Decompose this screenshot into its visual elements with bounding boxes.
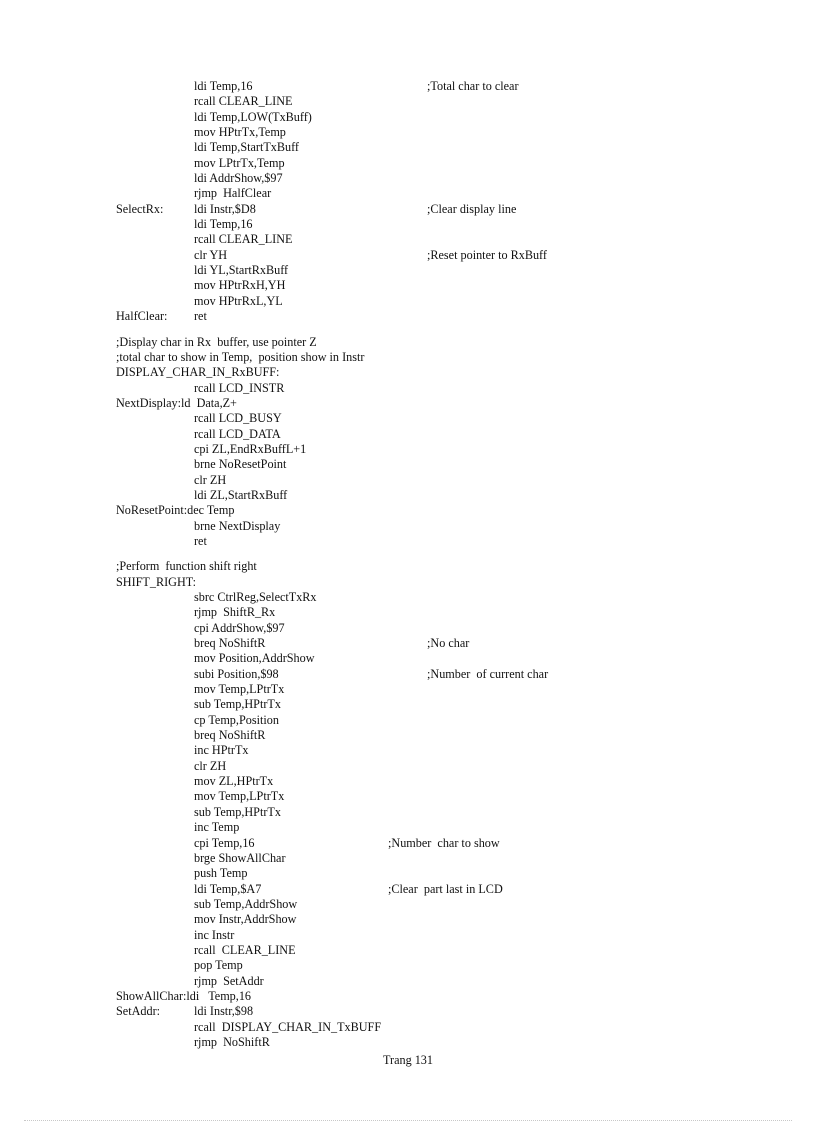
code-instruction: rjmp NoShiftR: [194, 1034, 270, 1049]
code-label: HalfClear:: [116, 309, 168, 324]
code-line: [116, 427, 776, 442]
code-line: [116, 866, 776, 881]
code-text: ;Display char in Rx buffer, use pointer Z: [116, 334, 317, 349]
code-instruction: sbrc CtrlReg,SelectTxRx: [194, 590, 317, 604]
code-instruction: mov Instr,AddrShow: [194, 912, 297, 927]
code-line: [116, 232, 776, 247]
code-line: [116, 488, 776, 503]
code-instruction: mov Temp,LPtrTx: [194, 682, 285, 697]
code-line: [116, 728, 776, 743]
code-instruction: ldi Temp,LOW(TxBuff): [194, 109, 312, 124]
code-line: [116, 396, 776, 411]
code-instruction: ldi Instr,$D8: [194, 201, 256, 216]
code-line: [116, 697, 776, 712]
code-instruction: breq NoShiftR: [194, 636, 266, 651]
code-line: [116, 534, 776, 549]
code-instruction: ldi YL,StartRxBuff: [194, 263, 289, 278]
code-instruction: rcall LCD_INSTR: [194, 380, 285, 395]
code-line: [116, 789, 776, 804]
code-instruction: ldi Temp,$A7: [194, 881, 262, 896]
code-text: NextDisplay:ld Data,Z+: [116, 395, 237, 410]
code-line: [116, 263, 776, 278]
code-instruction: mov ZL,HPtrTx: [194, 774, 274, 789]
code-line: [116, 989, 776, 1004]
code-line: [116, 820, 776, 835]
code-text: ;total char to show in Temp, position show in Instr: [116, 349, 365, 364]
code-line: [116, 836, 776, 851]
page-number: Trang 131: [383, 1053, 433, 1067]
code-instruction: inc Instr: [194, 927, 235, 942]
code-line: [116, 774, 776, 789]
code-line: [116, 851, 776, 866]
code-line: [116, 974, 776, 989]
code-instruction: mov Temp,LPtrTx: [194, 789, 285, 804]
code-instruction: rcall CLEAR_LINE: [194, 232, 293, 247]
code-instruction: inc HPtrTx: [194, 743, 249, 758]
code-instruction: cpi Temp,16: [194, 835, 255, 850]
code-comment: ;Number of current char: [427, 666, 549, 681]
code-instruction: ret: [194, 533, 207, 548]
code-text: ShowAllChar:ldi Temp,16: [116, 988, 252, 1003]
code-text: DISPLAY_CHAR_IN_RxBUFF:: [116, 365, 280, 380]
code-instruction: pop Temp: [194, 958, 243, 973]
code-instruction: mov Position,AddrShow: [194, 651, 315, 666]
code-line: [116, 636, 776, 651]
code-line: [116, 125, 776, 140]
code-line: [116, 217, 776, 232]
code-label: SelectRx:: [116, 201, 164, 216]
code-instruction: rcall LCD_BUSY: [194, 411, 282, 426]
code-line: [116, 156, 776, 171]
code-comment: ;Clear part last in LCD: [388, 881, 503, 896]
code-comment: ;Reset pointer to RxBuff: [427, 247, 547, 262]
code-instruction: mov HPtrRxL,YL: [194, 293, 283, 308]
code-comment: ;No char: [427, 636, 470, 651]
code-instruction: brne NoResetPoint: [194, 457, 287, 472]
code-instruction: ldi Temp,16: [194, 217, 253, 232]
code-line: [116, 473, 776, 488]
code-instruction: rjmp ShiftR_Rx: [194, 605, 276, 620]
code-instruction: ldi Temp,StartTxBuff: [194, 140, 299, 155]
code-instruction: ldi ZL,StartRxBuff: [194, 487, 288, 502]
code-line: [116, 335, 776, 350]
code-instruction: mov HPtrRxH,YH: [194, 278, 286, 293]
code-line: [116, 381, 776, 396]
code-instruction: cpi AddrShow,$97: [194, 620, 285, 635]
code-line: [116, 248, 776, 263]
code-instruction: cp Temp,Position: [194, 712, 279, 727]
code-line: [116, 943, 776, 958]
code-instruction: clr ZH: [194, 758, 227, 773]
code-line: [116, 278, 776, 293]
code-line: [116, 1035, 776, 1050]
code-instruction: ldi Temp,16: [194, 79, 253, 93]
code-text: SHIFT_RIGHT:: [116, 574, 196, 589]
code-line: [116, 171, 776, 186]
code-line: [116, 575, 776, 590]
code-line: [116, 605, 776, 620]
code-instruction: rjmp HalfClear: [194, 186, 272, 201]
code-line: [116, 743, 776, 758]
code-line: [116, 94, 776, 109]
code-comment: ;Total char to clear: [427, 79, 519, 93]
code-line: [116, 110, 776, 125]
code-line: [116, 912, 776, 927]
page-bottom-border: [24, 1120, 792, 1121]
code-line: [116, 682, 776, 697]
code-instruction: rcall CLEAR_LINE: [194, 942, 296, 957]
code-line: [116, 140, 776, 155]
code-instruction: clr ZH: [194, 472, 227, 487]
code-line: [116, 759, 776, 774]
code-comment: ;Clear display line: [427, 201, 517, 216]
code-line: [116, 651, 776, 666]
code-line: [116, 365, 776, 380]
code-line: [116, 590, 776, 605]
code-line: [116, 411, 776, 426]
code-line: [116, 519, 776, 534]
code-line: [116, 294, 776, 309]
code-instruction: rcall CLEAR_LINE: [194, 94, 293, 109]
code-instruction: rcall LCD_DATA: [194, 426, 281, 441]
code-line: [116, 503, 776, 518]
code-line: [116, 186, 776, 201]
code-label: SetAddr:: [116, 1004, 161, 1019]
code-instruction: rcall DISPLAY_CHAR_IN_TxBUFF: [194, 1019, 382, 1034]
code-line: [116, 958, 776, 973]
code-line: [116, 667, 776, 682]
code-instruction: breq NoShiftR: [194, 728, 266, 743]
code-line: [116, 442, 776, 457]
code-instruction: clr YH: [194, 247, 228, 262]
code-line: [116, 350, 776, 365]
code-line: [116, 79, 776, 94]
code-instruction: sub Temp,HPtrTx: [194, 697, 281, 712]
code-line: [116, 1020, 776, 1035]
code-instruction: push Temp: [194, 866, 248, 881]
code-line: [116, 805, 776, 820]
code-instruction: sub Temp,AddrShow: [194, 896, 298, 911]
code-line: [116, 202, 776, 217]
code-text: NoResetPoint:dec Temp: [116, 503, 235, 518]
code-line: [116, 1004, 776, 1019]
code-instruction: brge ShowAllChar: [194, 850, 286, 865]
code-line: [116, 457, 776, 472]
code-line: [116, 882, 776, 897]
code-line: [116, 309, 776, 324]
code-line: [116, 559, 776, 574]
code-instruction: rjmp SetAddr: [194, 973, 264, 988]
code-instruction: ldi AddrShow,$97: [194, 171, 283, 186]
code-instruction: ret: [194, 309, 207, 324]
code-line: [116, 897, 776, 912]
code-line: [116, 713, 776, 728]
code-line: [116, 621, 776, 636]
code-instruction: cpi ZL,EndRxBuffL+1: [194, 441, 307, 456]
code-instruction: subi Position,$98: [194, 666, 279, 681]
code-text: ;Perform function shift right: [116, 559, 257, 574]
assembly-listing: [116, 79, 776, 1050]
code-instruction: inc Temp: [194, 820, 240, 835]
code-instruction: brne NextDisplay: [194, 518, 281, 533]
code-comment: ;Number char to show: [388, 835, 500, 850]
code-instruction: ldi Instr,$98: [194, 1004, 254, 1019]
code-instruction: sub Temp,HPtrTx: [194, 804, 281, 819]
code-line: [116, 928, 776, 943]
code-instruction: mov LPtrTx,Temp: [194, 155, 285, 170]
code-instruction: mov HPtrTx,Temp: [194, 125, 286, 140]
